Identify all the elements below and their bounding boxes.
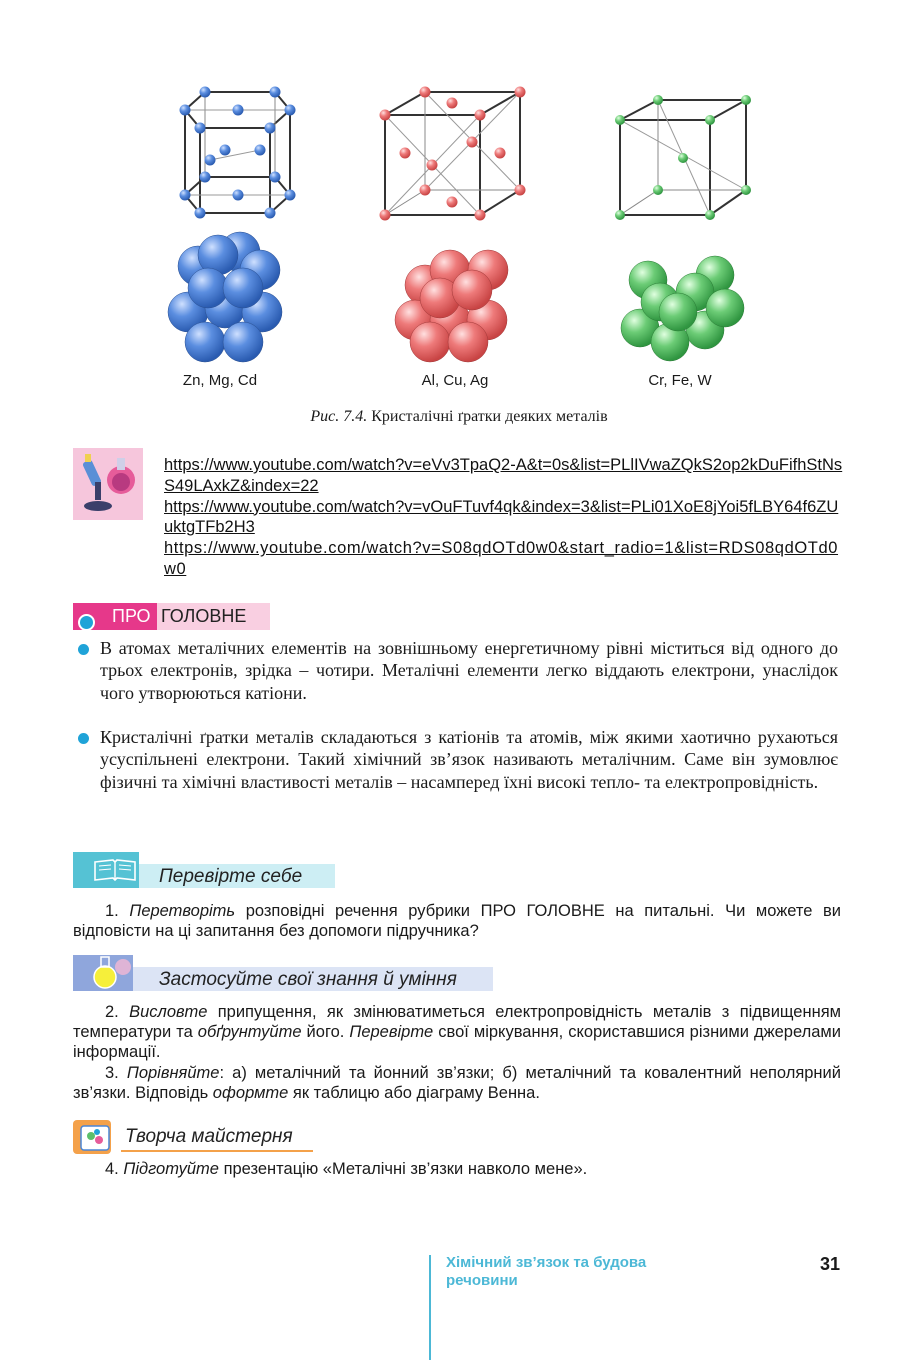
lattice-figure	[150, 80, 780, 380]
question-3-text-2: як таблицю або діаграму Венна.	[292, 1084, 540, 1102]
footer-chapter-title: Хімічний зв’язок та будова речовини	[446, 1254, 647, 1289]
check-title: Перевірте себе	[159, 866, 303, 887]
question-2-verb-3: Перевірте	[349, 1023, 434, 1041]
open-book-icon	[91, 856, 139, 884]
figure-caption-prefix: Рис. 7.4.	[310, 408, 368, 425]
question-1-text: розповідні речення рубрики ПРО ГОЛОВНЕ на питальні. Чи можете ви відповісти на ці запитання без допомоги підручника?	[73, 902, 841, 940]
apply-header	[73, 955, 493, 991]
question-2-text-1: припущення, як змінюватиметься електропровідність металів з підвищенням температури та	[73, 1003, 841, 1041]
video-links	[164, 455, 844, 580]
creative-header-underline	[121, 1150, 313, 1152]
question-2-number: 2.	[105, 1003, 119, 1021]
question-1-number: 1.	[105, 902, 119, 920]
question-1	[73, 901, 841, 941]
creative-header	[73, 1120, 313, 1156]
palette-screen-icon	[79, 1124, 111, 1152]
microscope-flask-icon	[73, 448, 143, 520]
question-4-number: 4.	[105, 1160, 119, 1178]
question-2-verb-2: обґрунтуйте	[197, 1023, 302, 1041]
lattice-label-cr: Cr, Fe, W	[648, 372, 712, 389]
lattice-label-zn: Zn, Mg, Cd	[182, 372, 258, 389]
video-link-2[interactable]: https://www.youtube.com/watch?v=vOuFTuvf4qk&index=3&list=PLi01XoE8jYoi5fLBY64f6ZUuktgTFb2H3	[164, 497, 839, 537]
question-3-number: 3.	[105, 1064, 119, 1082]
flask-bulb-icon	[87, 955, 133, 991]
footer-divider	[429, 1255, 431, 1360]
page-number: 31	[819, 1254, 840, 1274]
question-3	[73, 1063, 841, 1103]
figure-caption-text: Кристалічні ґратки деяких металів	[371, 408, 608, 425]
blue-sphere-packing	[168, 232, 282, 362]
red-sphere-packing	[395, 250, 508, 362]
question-4-text: презентацію «Металічні зв’язки навколо мене».	[223, 1160, 588, 1178]
check-header	[73, 852, 335, 888]
lattice-label-al: Al, Cu, Ag	[421, 372, 489, 389]
question-2-verb-1: Висловте	[129, 1003, 208, 1021]
question-3-verb-2: оформте	[212, 1084, 289, 1102]
question-1-verb: Перетворіть	[129, 902, 236, 920]
bullet-dot-icon	[78, 733, 89, 744]
question-2-text-2: його.	[306, 1023, 345, 1041]
question-2	[73, 1002, 841, 1062]
question-4	[73, 1159, 841, 1179]
video-link-1[interactable]: https://www.youtube.com/watch?v=eVv3TpaQ2-A&t=0s&list=PLlIVwaZQkS2op2kDuFifhStNsS49LAxkZ&index=22	[164, 456, 843, 495]
summary-label-main: ГОЛОВНЕ	[161, 606, 247, 626]
summary-bullet-1: В атомах металічних елементів на зовнішньому енергетичному рівні міститься від одного до трьох електронів, зрідка – чотири. Металічні елементи легко віддають електрони, унаслідок чого утворюються катіони.	[100, 638, 838, 703]
summary-header-dot-icon	[78, 614, 95, 631]
apply-title: Застосуйте свої знання й уміння	[159, 969, 457, 990]
question-2-text-3: свої міркування, скориставшися різними джерелами інформації.	[73, 1023, 841, 1061]
video-link-3[interactable]: https://www.youtube.com/watch?v=S08qdOTd0w0&start_radio=1&list=RDS08qdOTd0w0	[164, 539, 839, 578]
bullet-dot-icon	[78, 644, 89, 655]
summary-bullet-2: Кристалічні ґратки металів складаються з катіонів та атомів, між якими хаотично рухаються усуспільнені електрони. Такий хімічний зв’язок називають металічним. Саме він зумовлює фізичні та хімічні властивості металів – насамперед їхні високі тепло- та електропровідність.	[100, 727, 838, 792]
figure-caption	[0, 408, 918, 426]
question-4-verb: Підготуйте	[123, 1160, 219, 1178]
question-3-text-1: : а) металічний та йонний зв’язки; б) металічний та ковалентний неполярний зв’язки. Відповідь	[73, 1064, 841, 1102]
summary-header	[73, 603, 270, 630]
green-sphere-packing	[621, 256, 744, 361]
hexagonal-lattice-atoms	[180, 87, 296, 219]
summary-label-pro: ПРО	[112, 606, 151, 626]
question-3-verb-1: Порівняйте	[126, 1064, 220, 1082]
creative-title: Творча майстерня	[125, 1126, 293, 1147]
